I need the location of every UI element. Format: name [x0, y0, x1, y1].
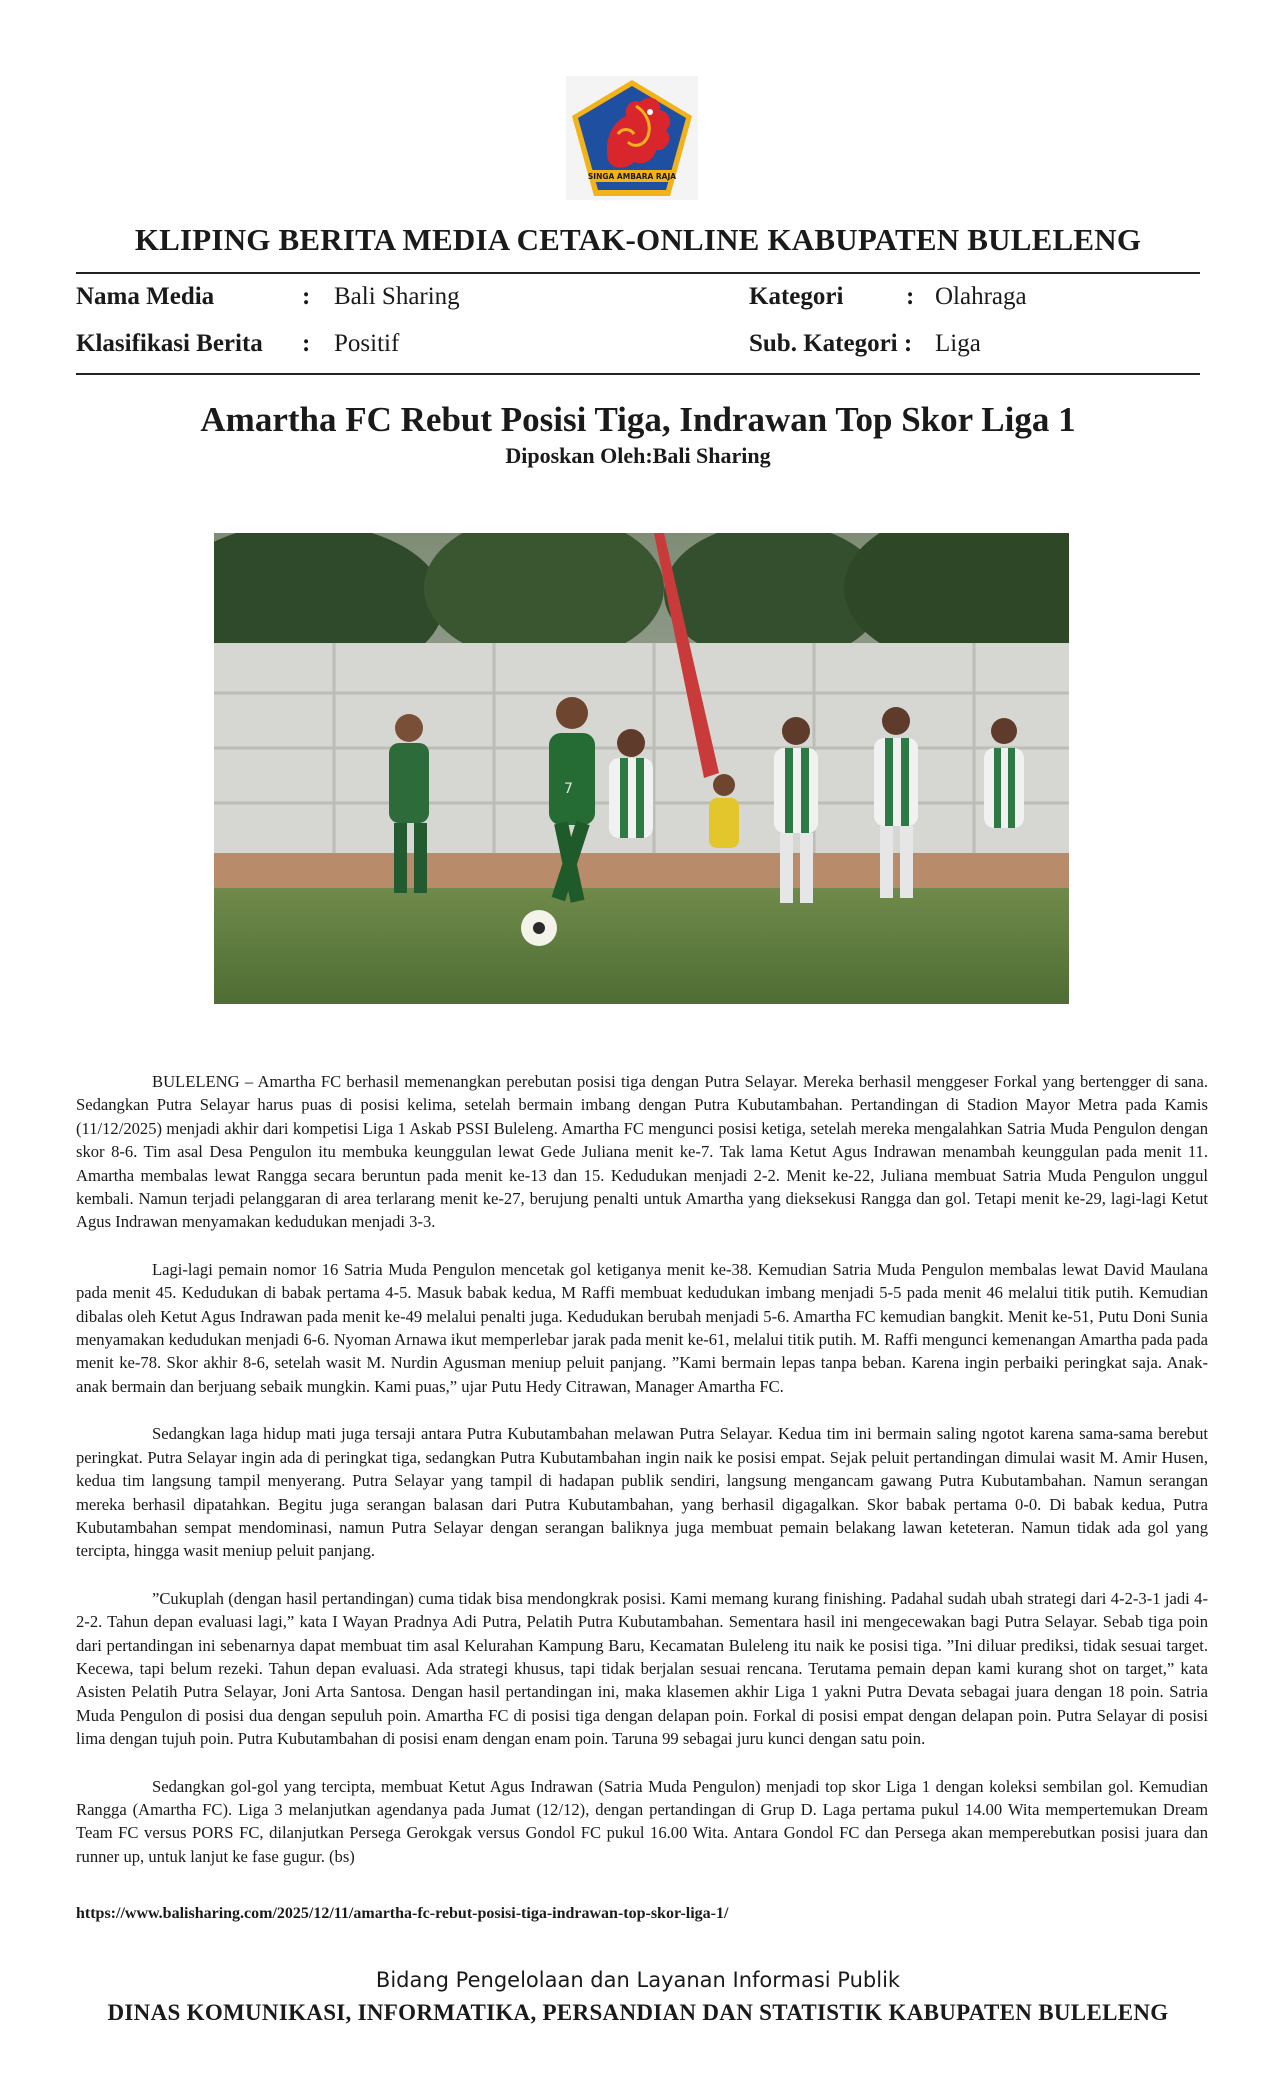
article-paragraph: Lagi-lagi pemain nomor 16 Satria Muda Pengulon mencetak gol ketiganya menit ke-38. Kemudian Satria Muda Pengulon membalas lewat David Maulana pada menit 45. Kedudukan di babak pertama 4-5. Masuk babak kedua, M Raffi membuat kedudukan imbang menjadi 5-5 pada menit 46 melalui titik putih. Kemudian dibalas oleh Ketut Agus Indrawan pada menit ke-49 melalui penalti juga. Kedudukan berubah menjadi 5-6. Amartha FC kemudian bangkit. Menit ke-51, Putu Doni Sunia menyamakan kedudukan menjadi 6-6. Nyoman Arnawa ikut memperlebar jarak pada menit ke-61, melalui titik putih. M. Raffi mengunci kemenangan Amartha pada pada menit ke-78. Skor akhir 8-6, setelah wasit M. Nurdin Agusman meniup peluit panjang. ”Kami bermain lepas tanpa beban. Karena ingin perbaiki peringkat saja. Anak-anak bermain dan berjuang sebaik mungkin. Kami puas,” ujar Putu Hedy Citrawan, Manager Amartha FC. [76, 1259, 1208, 1396]
klasifikasi-colon: : [302, 330, 311, 357]
football-match-photo-icon [214, 533, 1069, 1004]
article-headline: Amartha FC Rebut Posisi Tiga, Indrawan Top Skor Liga 1 [200, 400, 1076, 439]
article-body [76, 1070, 1208, 1892]
klasifikasi-value: Positif [334, 330, 400, 357]
svg-text:SINGA AMBARA RAJA: SINGA AMBARA RAJA [587, 172, 677, 181]
klasifikasi-label: Klasifikasi Berita [76, 330, 263, 357]
kategori-value: Olahraga [935, 283, 1027, 310]
header-divider-bottom [76, 373, 1200, 375]
article-paragraph: Sedangkan laga hidup mati juga tersaji antara Putra Kubutambahan melawan Putra Selayar. Kedua tim ini bermain saling ngotot karena sama-sama berebut peringkat. Putra Selayar ingin ada di peringkat tiga, sedangkan Putra Kubutambahan ingin naik ke posisi empat. Sejak peluit pertandingan dimulai wasit M. Amir Husen, kedua tim langsung tampil menyerang. Putra Selayar yang tampil di hadapan publik sendiri, langsung mengancam gawang Putra Kubutambahan. Namun serangan mereka berhasil dipatahkan. Begitu juga serangan balasan dari Putra Kubutambahan, yang berhasil digagalkan. Skor babak pertama 0-0. Di babak kedua, Putra Kubutambahan sempat mendominasi, namun Putra Selayar dengan serangan baliknya juga membuat pemain belakang lawan keteteran. Namun tidak ada gol yang tercipta, hingga wasit meniup peluit panjang. [76, 1424, 1208, 1561]
footer-unit-name: Bidang Pengelolaan dan Layanan Informasi Publik [375, 1968, 901, 1992]
sub-kategori-value: Liga [935, 330, 981, 357]
article-paragraph: Sedangkan gol-gol yang tercipta, membuat Ketut Agus Indrawan (Satria Muda Pengulon) menjadi top skor Liga 1 dengan koleksi sembilan gol. Kemudian Rangga (Amartha FC). Liga 3 melanjutkan agendanya pada Jumat (12/12), dengan pertandingan di Grup D. Laga pertama pukul 14.00 Wita mempertemukan Dream Team FC versus PORS FC, dilanjutkan Persega Gerokgak versus Gondol FC pukul 16.00 Wita. Antara Gondol FC dan Persega akan memperebutkan posisi juara dan runner up, untuk lanjut ke fase gugur. (bs) [76, 1776, 1208, 1866]
media-label: Nama Media [76, 283, 215, 310]
svg-text:7: 7 [564, 781, 573, 797]
article-paragraph: BULELENG – Amartha FC berhasil memenangkan perebutan posisi tiga dengan Putra Selayar. Mereka berhasil menggeser Forkal yang bertengger di sana. Sedangkan Putra Selayar harus puas di posisi kelima, setelah bermain imbang dengan Putra Kubutambahan. Pertandingan di Stadion Mayor Metra pada Kamis (11/12/2025) menjadi akhir dari kompetisi Liga 1 Askab PSSI Buleleng. Amartha FC mengunci posisi ketiga, setelah mereka mengalahkan Satria Muda Pengulon dengan skor 8-6. Tim asal Desa Pengulon itu membuka keunggulan lewat Gede Juliana menit ke-7. Tak lama Ketut Agus Indrawan menambah keunggulan pada menit 11. Amartha membalas lewat Rangga secara beruntun pada menit ke-13 dan 15. Kedudukan menjadi 2-2. Menit ke-22, Juliana membuat Satria Muda Pengulon unggul kembali. Namun terjadi pelanggaran di area terlarang menit ke-27, berujung penalti untuk Amartha yang dieksekusi Rangga dan gol. Tetapi menit ke-29, lagi-lagi Ketut Agus Indrawan menyamakan kedudukan menjadi 3-3. [76, 1072, 1208, 1232]
clipping-title: KLIPING BERITA MEDIA CETAK-ONLINE KABUPATEN BULELENG [134, 222, 1142, 257]
footer-agency-name: DINAS KOMUNIKASI, INFORMATIKA, PERSANDIAN DAN STATISTIK KABUPATEN BULELENG [107, 2000, 1169, 2025]
media-value: Bali Sharing [334, 283, 460, 310]
regency-emblem-logo [566, 76, 698, 200]
media-colon: : [302, 283, 311, 310]
sub-kategori-label: Sub. Kategori : [749, 330, 913, 357]
article-photo [214, 533, 1069, 1004]
singa-ambara-raja-emblem-icon [566, 76, 698, 200]
article-byline: Diposkan Oleh:Bali Sharing [505, 443, 771, 468]
source-url-link[interactable]: https://www.balisharing.com/2025/12/11/amartha-fc-rebut-posisi-tiga-indrawan-top-skor-liga-1/ [76, 1905, 729, 1922]
kategori-label: Kategori [749, 283, 844, 310]
article-paragraph: ”Cukuplah (dengan hasil pertandingan) cuma tidak bisa mendongkrak posisi. Kami memang kurang finishing. Padahal sudah ubah strategi dari 4-2-3-1 jadi 4-2-2. Tahun depan evaluasi lagi,” kata I Wayan Pradnya Adi Putra, Pelatih Putra Kubutambahan. Sementara hasil ini mengecewakan bagi Putra Selayar. Sebab tiga poin dari pertandingan ini sebenarnya dapat membuat tim asal Kelurahan Kampung Baru, Kecamatan Buleleng itu naik ke posisi tiga. ”Ini diluar prediksi, tidak sesuai target. Kecewa, tapi belum rezeki. Tahun depan evaluasi. Ada strategi khusus, tapi tidak berjalan sesuai rencana. Terutama pemain depan kami kurang shot on target,” kata Asisten Pelatih Putra Selayar, Joni Arta Santosa. Dengan hasil pertandingan ini, maka klasemen akhir Liga 1 yakni Putra Devata sebagai juara dengan 18 poin. Satria Muda Pengulon di posisi dua dengan sepuluh poin. Amartha FC di posisi tiga dengan delapan poin. Forkal di posisi empat dengan delapan poin. Putra Selayar di posisi lima dengan tujuh poin. Putra Kubutambahan di posisi enam dengan enam poin. Taruna 99 sebagai juru kunci dengan satu poin. [76, 1588, 1208, 1749]
header-divider-top [76, 272, 1200, 274]
kategori-colon: : [906, 283, 915, 310]
